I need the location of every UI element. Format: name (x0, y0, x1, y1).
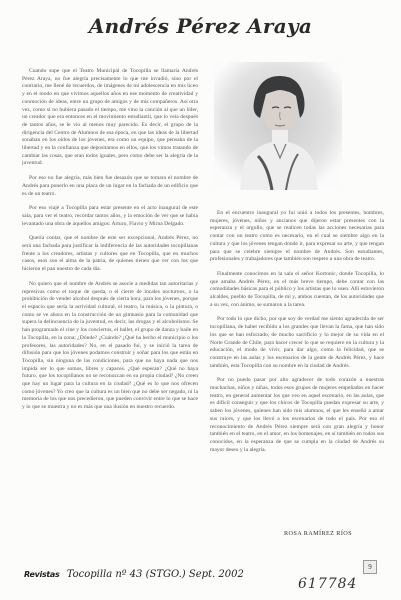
paragraph: Quería contar, que el nombre de este ser excepcional, Andrés Pérez, no será una fachada para justificar la indiferencia de las autoridades tocopillanas frente a los creadores, artistas y cultores que en Tocopilla, que en muchos casos, esos son el alma de la patria, de quienes tienen que ver con los que hicieron el pan nuestro de cada día. (22, 235, 198, 273)
handwritten-citation: Tocopilla nº 43 (STGO.) Sept. 2002 (66, 569, 244, 580)
paragraph: Por todo lo que dicho, por que soy de verdad me siento agradecida de ser tocopillana, de haber recibido a los grandes que llevan la fama, que han sido los que se han esforzado, de mucho sacrificio y lo mejor de su vida en el Norte Grande de Chile, para hacer crecer lo que se requiere en la cultura y la educación, el modo de vivir, para dar algo, como la felicidad, que se construye en las aulas y los escenarios de la gente de Andrés Pérez, y hace también, esta Tocopilla con su nombre en la ciudad de Andrés. (210, 316, 384, 369)
left-column (22, 68, 198, 419)
paragraph: Por eso viajé a Tocopilla para estar presente en el acto inaugural de este sala, para ver el teatro, recordar tantos años, y la emoción de ver que se había levantado una obra de aquellos amigos: Arturo, Flavio y Mirna Delgado. (22, 205, 198, 227)
source-note (24, 569, 244, 580)
catalog-number: 617784 (298, 576, 358, 592)
portrait-photo-image (214, 62, 342, 190)
portrait-photo (214, 62, 342, 190)
paragraph: Finalmente conocimos en la sala el señor Kortonic, donde Tocopilla, lo que amaba Andrés Pérez, en el más breve tiempo, debe contar con las comodidades básicas para el público y los artistas que lo usen. Allí estuvieron alcaldes, pueblo de Tocopilla, de mi y, ambos cuentan, de los autoridades que a su vez, con ánimo, se sumaron a la tarea. (210, 270, 384, 308)
paragraph: Por no puedo pasar por alto agradecer de todo corazón a nuestras muchachas, niños y niñas, todos esos grupos de mujeres empeñados en hacer teatro, en general aumentar los que veo en aquel escenario, en las aulas, que es difícil conseguir y que los chicos de Tocopilla puedan expresar su arte, y saben los jóvenes, quienes han sido mis alumnos, el que les enseñó a amar sus raíces, y que los llevó a los escenarios de todo el país. Por eso el reconocimiento de Andrés Pérez siempre será con gran alegría y honor también en el teatro, en el amor, en los homenajes, en sí también en todos sus conocidos, en la esperanza de que se cumpla en la ciudad de Andrés su mayor deseo y la alegría. (210, 377, 384, 453)
paragraph: No quiero que el nombre de Andrés se asocie a medidas tan autoritarias y represivas como el toque de queda, o el cierre de locales nocturnos, o la prohibición de vender alcohol después de cierta hora, para los jóvenes, porque el espacio que sería la actividad cultural, el teatro, la música, o la pintura, o como se ve ahora en la construcción de un gimnasio para la comunidad que supera la delincuencia de la juventud, es decir, las drogas y el alcoholismo. Se han programado el cine y los conciertos, el ballet, el grupo de danza y baile en la Tocopilla, en la zona; ¿Dónde? ¿Cuándo? ¿Qué ha hecho el municipio o los profesores, las autoridades? No, en el pasado fui, y se inició la tarea de difusión para que los jóvenes podamos construir y soñar para los que están en Tocopilla, sin ninguna de las condiciones, para que no haya nada que nos impida ser lo que somos, libres y capaces. ¿Qué esperan? ¿Qué no haya futuro, que los tocopillanos no se reconozcan en su propia ciudad? ¿No creen que hay un lugar para la cultura en la ciudad? ¿Qué es lo que nos ofrecen como jóvenes? Yo creo que la cultura es un bien que no debe ser negado, ni la memoria de los que nos precedieron, que pueden convivir entre lo que se hace y lo que se muestra y no es más que una ilusión en nuestro recuerdo. (22, 280, 198, 411)
publication-stamp: Revistas (24, 570, 60, 579)
page-number: 9 (363, 560, 377, 574)
article-title: Andrés Pérez Araya (88, 14, 313, 38)
right-column (210, 210, 384, 461)
paragraph: Por eso no fue alegría, más bien fue desazón que se tomara el nombre de Andrés para ponerlo en una placa de un lugar en la fachada de un edificio que es de un teatro. (22, 175, 198, 197)
author-signature: ROSA RAMÍREZ RÍOS (284, 530, 352, 537)
paragraph: Cuando supe que el Teatro Municipal de Tocopilla se llamaría Andrés Pérez Araya, no fue alegría precisamente lo que me invadió, sino por el contrario, me llené de recuerdos, de imágenes de mi adolescencia en mis liceo y en el modo en que vivimos aquellos años en ese momento de creatividad y conmoción de ideas, entre un grupo de amigos y de mis compañeros. Así otra vez, como si no hubiera pasado el tiempo, me vino la canción al que un líder, un creador que era entonces en el movimiento estudiantil, que lo veía después de tantos años, se le vio al menos muy parecido. Es decir, el grupo de la dirigencia del Centro de Alumnos de esa época, en que las ideas de la libertad sonaban en los oídos de los jóvenes, era como un equipo, que pensaba de la libertad y en la confianza que depositamos en ellos, que los vimos tratando de cambiar las cosas, que eran todos iguales, pero como debe ser la alegría de la juventud. (22, 68, 198, 167)
paragraph: En el encuentro inaugural yo fui unió a todos los presentes, hombres, mujeres, jóvenes, niños y ancianos que dijeron estar presentes con la esperanza y el orgullo, que se realicen todas las acciones necesarias para contar con un teatro como es necesario, en el cual se siembre algo en la cultura y que los jóvenes tengan donde ir, para expresar su arte, y que tengan para que se celebre siempre el nombre de Andrés. Son estudiantes, profesionales y trabajadores que también son respeto a una obra de teatro. (210, 210, 384, 263)
